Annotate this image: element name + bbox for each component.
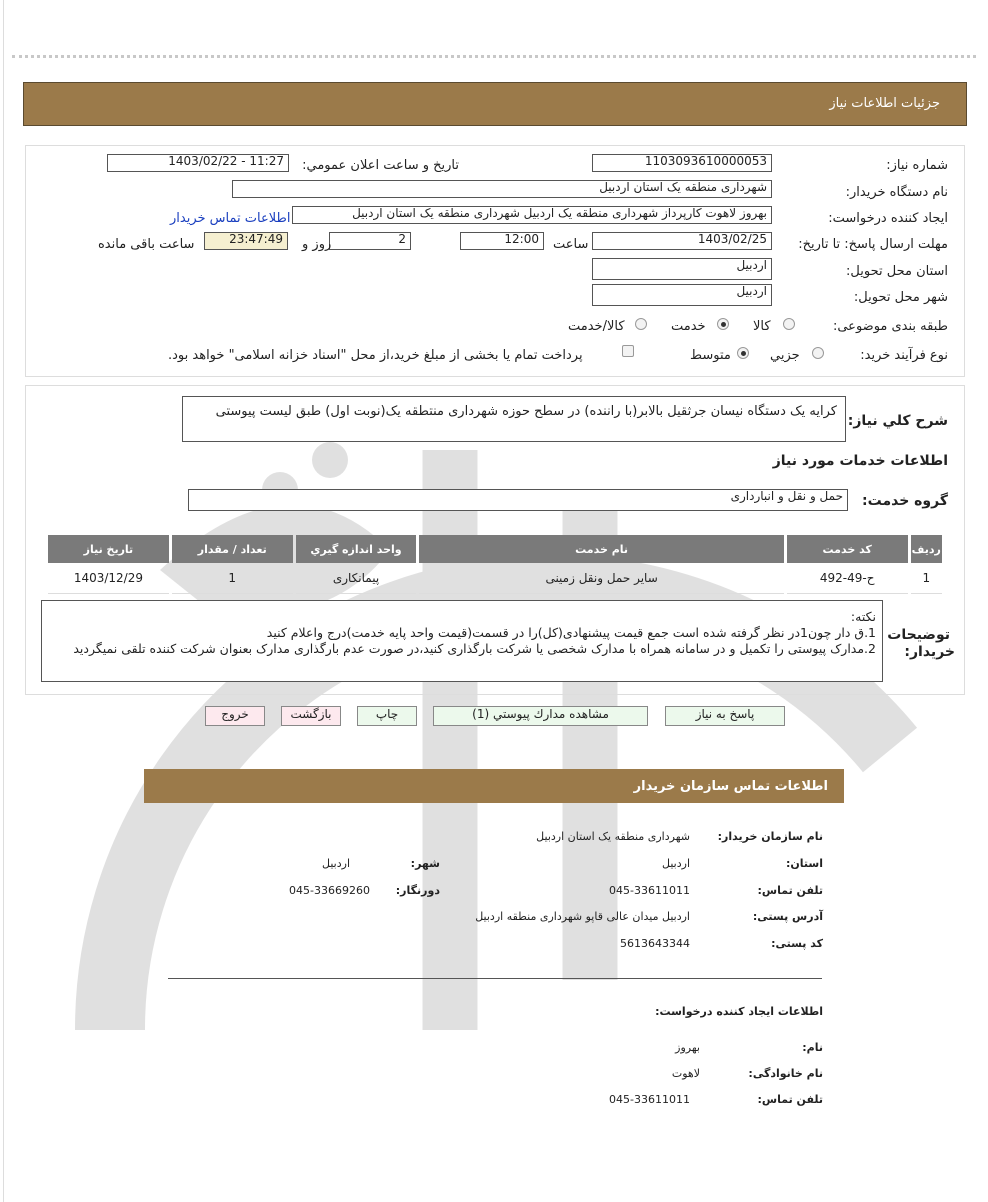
remaining-label: ساعت باقی مانده [98, 237, 195, 252]
contact-postal-value: 5613643344 [620, 937, 690, 950]
contact-city-value: اردبیل [322, 857, 350, 870]
days-label: روز و [302, 237, 332, 252]
col-unit: واحد اندازه گيري [296, 535, 417, 563]
page-left-border [3, 0, 4, 1202]
print-button[interactable]: چاپ [357, 706, 417, 726]
col-name: نام خدمت [419, 535, 783, 563]
payment-note: پرداخت تمام يا بخشی از مبلغ خريد،از محل "اسناد خزانه اسلامی" خواهد بود. [168, 348, 583, 363]
province-label: استان محل تحويل: [846, 264, 948, 279]
cell-date: 1403/12/29 [48, 563, 169, 594]
announce-label: تاريخ و ساعت اعلان عمومي: [302, 158, 459, 173]
contact-address-label: آدرس پستی: [752, 910, 823, 923]
back-button[interactable]: بازگشت [281, 706, 341, 726]
need-number-label: شماره نياز: [886, 158, 948, 173]
creator-family-value: لاهوت [671, 1067, 700, 1080]
cell-unit: پیمانکاری [296, 563, 417, 594]
contact-org-label: نام سازمان خریدار: [717, 830, 823, 843]
treasury-checkbox[interactable] [622, 345, 634, 357]
contact-divider [168, 978, 822, 979]
province-field[interactable]: اردبیل [592, 258, 772, 280]
contact-fax-label: دورنگار: [395, 884, 440, 897]
creator-phone-value: 045-33611011 [609, 1093, 690, 1106]
col-qty: تعداد / مقدار [172, 535, 293, 563]
contact-org-value: شهرداری منطقه یک استان اردبیل [536, 830, 690, 843]
process-radio-medium[interactable] [737, 347, 749, 359]
contact-city-label: شهر: [410, 857, 440, 870]
col-date: تاريخ نياز [48, 535, 169, 563]
days-field[interactable]: 2 [329, 232, 411, 250]
cell-row: 1 [911, 563, 942, 594]
category-radio-service[interactable] [717, 318, 729, 330]
category-radio-goods[interactable] [783, 318, 795, 330]
services-section-title: اطلاعات خدمات مورد نياز [772, 453, 948, 469]
buyer-contact-link[interactable]: اطلاعات تماس خريدار [170, 211, 291, 226]
col-code: كد خدمت [787, 535, 908, 563]
process-option-minor: جزيي [770, 348, 800, 363]
contact-address-value: اردبیل میدان عالی قاپو شهرداری منطقه اردبیل [475, 910, 690, 923]
category-option-goods-service: كالا/خدمت [568, 319, 625, 334]
cell-code: ح-49-492 [787, 563, 908, 594]
contact-province-value: اردبیل [662, 857, 690, 870]
contact-title: اطلاعات تماس سازمان خريدار [633, 779, 828, 794]
exit-button[interactable]: خروج [205, 706, 265, 726]
buyer-org-label: نام دستگاه خريدار: [845, 185, 948, 200]
requester-label: ايجاد كننده درخواست: [828, 211, 948, 226]
creator-title: اطلاعات ایجاد کننده درخواست: [655, 1005, 823, 1018]
category-label: طبقه بندی موضوعی: [832, 319, 948, 334]
deadline-hour-field[interactable]: 12:00 [460, 232, 544, 250]
process-option-medium: متوسط [690, 348, 731, 363]
summary-label: شرح كلي نياز: [847, 413, 948, 429]
creator-family-label: نام خانوادگی: [748, 1067, 823, 1080]
services-table [45, 535, 945, 594]
page-header [23, 82, 967, 126]
notes-label-line2: خريدار: [904, 644, 955, 660]
notes-line-2: 2.مدارک پیوستی را تکمیل و در سامانه همراه با مدارک شخصی یا شرکت بارگذاری کنید،در صورت عدم بارگذاری مدارک بعنوان شرکت کننده تلقی نمیگردید [73, 641, 876, 656]
hour-label: ساعت [553, 237, 589, 252]
city-field[interactable]: اردبیل [592, 284, 772, 306]
summary-text: کرایه یک دستگاه نیسان جرثقیل بالابر(با راننده) در سطح حوزه شهرداری منتطقه یک(نوبت اول) طبق لیست پیوستی [182, 396, 846, 442]
city-label: شهر محل تحويل: [853, 290, 948, 305]
creator-name-value: بهروز [675, 1041, 700, 1054]
requester-field[interactable]: بهروز لاهوت کارپرداز شهرداری منطقه یک اردبیل شهرداری منطقه یک استان اردبیل [292, 206, 772, 224]
service-group-field[interactable]: حمل و نقل و انبارداری [188, 489, 848, 511]
top-dotted-divider [12, 55, 976, 58]
notes-box [41, 600, 883, 682]
deadline-date-field[interactable]: 1403/02/25 [592, 232, 772, 250]
contact-postal-label: کد پستی: [771, 937, 823, 950]
contact-header [144, 769, 844, 803]
announce-field[interactable]: 1403/02/22 - 11:27 [107, 154, 289, 172]
category-option-service: خدمت [671, 319, 706, 334]
creator-phone-label: تلفن تماس: [757, 1093, 823, 1106]
process-radio-minor[interactable] [812, 347, 824, 359]
process-label: نوع فرآيند خريد: [860, 348, 948, 363]
contact-phone-value: 045-33611011 [609, 884, 690, 897]
remaining-time-field: 23:47:49 [204, 232, 288, 250]
need-number-field[interactable]: 1103093610000053 [592, 154, 772, 172]
attachments-button[interactable]: مشاهده مدارك پيوستي (1) [433, 706, 648, 726]
cell-qty: 1 [172, 563, 293, 594]
buyer-org-field[interactable]: شهرداری منطقه یک استان اردبیل [232, 180, 772, 198]
service-group-label: گروه خدمت: [862, 493, 948, 509]
cell-name: سایر حمل ونقل زمینی [419, 563, 783, 594]
page-title: جزئيات اطلاعات نياز [829, 96, 940, 111]
table-row [48, 563, 942, 594]
category-radio-goods-service[interactable] [635, 318, 647, 330]
notes-line-1: 1.ق دار چون1در نظر گرفته شده است جمع قیمت پیشنهادی(کل)را در قسمت(قیمت واحد پایه خدمت)درج واعلام کنید [266, 625, 876, 640]
contact-province-label: استان: [786, 857, 823, 870]
notes-title: نکته: [850, 609, 876, 624]
contact-fax-value: 045-33669260 [289, 884, 370, 897]
col-row: رديف [911, 535, 942, 563]
deadline-label: مهلت ارسال پاسخ: تا تاريخ: [798, 237, 948, 252]
category-option-goods: كالا [753, 319, 771, 334]
contact-phone-label: تلفن تماس: [757, 884, 823, 897]
creator-name-label: نام: [802, 1041, 823, 1054]
notes-label-line1: توضيحات [887, 627, 950, 643]
reply-button[interactable]: پاسخ به نياز [665, 706, 785, 726]
